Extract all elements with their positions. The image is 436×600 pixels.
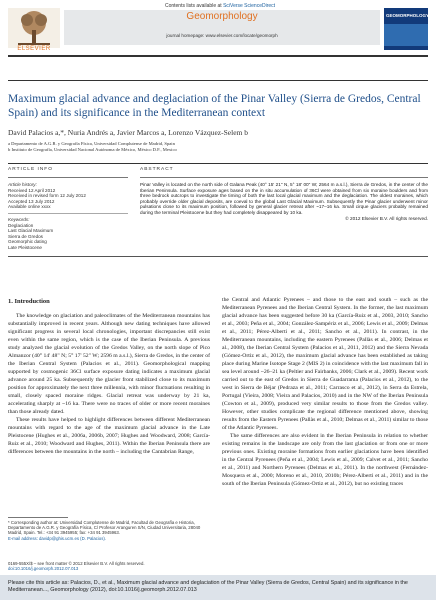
issn-line: 0169-555X/$ – see front matter © 2012 Elsevier B.V. All rights reserved.	[8, 561, 145, 566]
abstract-label: ABSTRACT	[140, 167, 174, 172]
contents-text: Contents lists available at	[164, 3, 222, 9]
info-label-rule	[8, 177, 128, 178]
info-top-rule	[8, 163, 428, 164]
affiliation-b: b Instituto de Geografía, Universidad Nacional Autónoma de México, México D.F., Mexico	[8, 147, 177, 152]
journal-homepage[interactable]: journal homepage: www.elsevier.com/locate/geomorph	[166, 33, 278, 38]
cover-title: GEOMORPHOLOGY	[386, 13, 430, 18]
history-item: Received in revised form 12 July 2012	[8, 193, 86, 199]
body-left-column	[8, 312, 210, 456]
keyword: Deglaciation	[8, 222, 34, 228]
body-paragraph: The knowledge on glaciation and paleoclimates of the Mediterranean mountains has substantially improved in recent years. Although new dating techniques have allowed significant progress in several local chronologies, important discrepancies still exist even within the same region, which is the case of the Iberian Peninsula. A previous study analyzed the glacial evolution of the Gredos Valley, on the north slope of Pico Almanzor (40° 14' 48" N; 5° 17' 52" W; 2596 m a.s.l.), Sierra de Gredos, in the center of the Iberian Central System (Palacios et al., 2011). Geomorphological mapping supported by cosmogenic 36Cl surface exposure dating indicates a maximum glacial advance around 25 ka. Subsequently the glacier front stabilized close to its maximum position for approximately the next three millennia, with minor fluctuations resulting in small, closely spaced moraine ridges. Glacial retreat was underway by 21 ka, accelerating sharply at ~16 ka. There were no traces of older or more recent moraines than those already dated.	[8, 313, 210, 415]
body-paragraph: These results have helped to highlight differences between different Mediterranean mountains with regard to the age of the maximum glacial advance in the Late Pleistocene (Hughes et al., 2006a, 2006b, 2007; Hughes and Woodward, 2008; García-Ruiz et al., 2010; Woodward and Hughes, 2011). Within the Iberian Peninsula there are differences between the mountains in the north – including the Cantabrian Range,	[8, 417, 210, 455]
history-item: Available online xxxx	[8, 204, 51, 210]
section-heading: 1. Introduction	[8, 298, 50, 305]
doi-link[interactable]: doi:10.1016/j.geomorph.2012.07.013	[8, 566, 79, 572]
keywords	[8, 217, 133, 251]
body-paragraph: the Central and Atlantic Pyrenees – and those to the east and south – such as the Mediterranean Pyrenees and the Iberian Central System. In the former, the last maximum glacial advance has been suggested before 30 ka (García-Ruiz et al., 2003, 2010; Sancho et al., 2003; Peña et al., 2004; González-Sampériz et al., 2006; Lewis et al., 2009; Delmas et al., 2011; Pérez-Alberti et al., 2011; Sancho et al., 2011). In contrast, in the Mediterranean mountains, including the eastern Pyrenees (Pallàs et al., 2006; Delmas et al., 2008), the Iberian Central System (Palacios et al., 2011, 2012) and the Sierra Nevada (Gómez-Ortiz et al., 2012), the maximum glacial advance has been established as taking place during Marine Isotope Stage 2 (MIS 2) in coincidence with the last maximum fall in sea level around ~26–21 ka (Peltier and Fairbanks, 2006; Clark et al., 2009). Recent work carried out to the east of Gredos in Sierra de Guadarrama (Palacios et al., 2012), to the west in Sierra de Béjar (Pedraza et al., 2011; Carrasco et al., 2012), in Serra da Estrela, Portugal (Vieira, 2008; Vieira and Palacios, 2010) and in the NW of the Iberian Peninsula (Cowton et al., 2009), produced very similar results to those from the Gredos valley. However, other studies complicate the regional difference mentioned above, showing results from the Eastern Pyrenees (Pallàs et al., 2010; Delmas et al., 2011) similar to those of the Atlantic Pyrenees.	[222, 297, 428, 431]
keyword: Last Glacial Maximum	[8, 228, 54, 234]
journal-cover-thumbnail	[384, 8, 428, 50]
abstract-copyright: © 2012 Elsevier B.V. All rights reserved.	[345, 215, 428, 221]
abstract-label-rule	[140, 177, 428, 178]
keywords-label: Keywords:	[8, 217, 30, 222]
publisher-name: ELSEVIER	[17, 46, 51, 52]
article-authors: David Palacios a,*, Nuria Andrés a, Javier Marcos a, Lorenzo Vázquez-Selem b	[8, 128, 248, 137]
history-item: Received 12 April 2012	[8, 187, 56, 193]
body-right-column	[222, 296, 428, 488]
article-info-label: ARTICLE INFO	[8, 167, 53, 172]
article-title: Maximum glacial advance and deglaciation of the Pinar Valley (Sierra de Gredos, Central Spain) and its significance in the Mediterranean context	[8, 93, 421, 119]
author-email[interactable]: E-mail address: davidp@ghis.ucm.es (D. Palacios).	[8, 535, 106, 541]
header-rule	[8, 55, 428, 57]
cover-image-band	[384, 24, 428, 46]
keyword: Sierra de Gredos	[8, 233, 43, 239]
history-label: Article history:	[8, 182, 37, 187]
abstract-text	[140, 182, 428, 221]
body-paragraph: The same differences are also evident in the Iberian Peninsula in relation to whether existing remains in the landscape are only from the last glaciation or from one or more previous ones. Existing moraine formations from earlier glaciations have been identified in the Central Pyrenees (Peña et al., 2004; Lewis et al., 2009; Calvet et al., 2011; Sancho et al., 2011) and Northern Pyrenees (Delmas et al., 2011). In the northwest (Fernández-Mosquera et al., 2000; Moreno et al., 2010, 2010b; Pérez-Alberti et al., 2011) and in the south of the Iberian Peninsula (Gómez-Ortiz et al., 2012), but no existing traces	[222, 433, 428, 487]
article-history	[8, 182, 133, 210]
contents-line	[120, 3, 320, 9]
journal-title[interactable]: Geomorphology	[186, 11, 258, 22]
affiliation-a: a Departamento de A.G.R. y Geografía Física, Universidad Complutense de Madrid, Spain	[8, 141, 175, 146]
history-item: Accepted 13 July 2012	[8, 198, 55, 204]
keyword: Geomorphic dating	[8, 239, 47, 245]
abstract-body: Pinar Valley is located on the north side of Galana Peak (40° 15' 21" N, 5° 18' 00" W; 2564 m a.s.l.), Sierra de Gredos, in the center of the Iberian Peninsula. Surface exposure ages based on the in situ accumulation of 36Cl were obtained from six moraine boulders and from three bedrock outcrops to investigate the timing of both the last local glacial maximum and the deglaciation. The oldest moraines, which probably override older glacial deposits, are coeval to the global Last Glacial Maximum. Subsequently the Pinar glacier underwent minor pulsations close to its maximum position, followed by general glacier retreat after ~17–16 ka. Small cirque glaciers probably remained during the terminal Pleistocene but they had completely disappeared by 10 ka.	[140, 182, 428, 215]
sciverse-link[interactable]: SciVerse ScienceDirect	[223, 3, 276, 9]
footnotes	[8, 520, 208, 541]
elsevier-tree-logo	[8, 8, 60, 48]
citation-text: Please cite this article as: Palacios, D., et al., Maximum glacial advance and deglaciation of the Pinar Valley (Sierra de Gredos, Central Spain) and its significance in the Mediterranean..., Geomorphology (2012), doi:10.1016/j.geomorph.2012.07.013	[8, 580, 408, 593]
issn-block	[8, 561, 208, 571]
affiliations	[8, 141, 428, 153]
corresponding-author-note: * Corresponding author at: Universidad Complutense de Madrid, Facultad de Geografía e Historia, Departamento de A.G.R. y Geografía Física, C/ Profesor Aranguren S/N, Ciudad Universitaria, 28040 Madrid, Spain. Tel.: +34 91 3945955; fax: +34 91 3945963.	[8, 520, 201, 536]
abstract-bottom-rule	[8, 256, 428, 257]
title-top-rule	[8, 80, 428, 81]
keyword: Late Pleistocene	[8, 244, 42, 250]
keywords-rule	[8, 213, 128, 214]
footnote-rule	[8, 517, 68, 518]
